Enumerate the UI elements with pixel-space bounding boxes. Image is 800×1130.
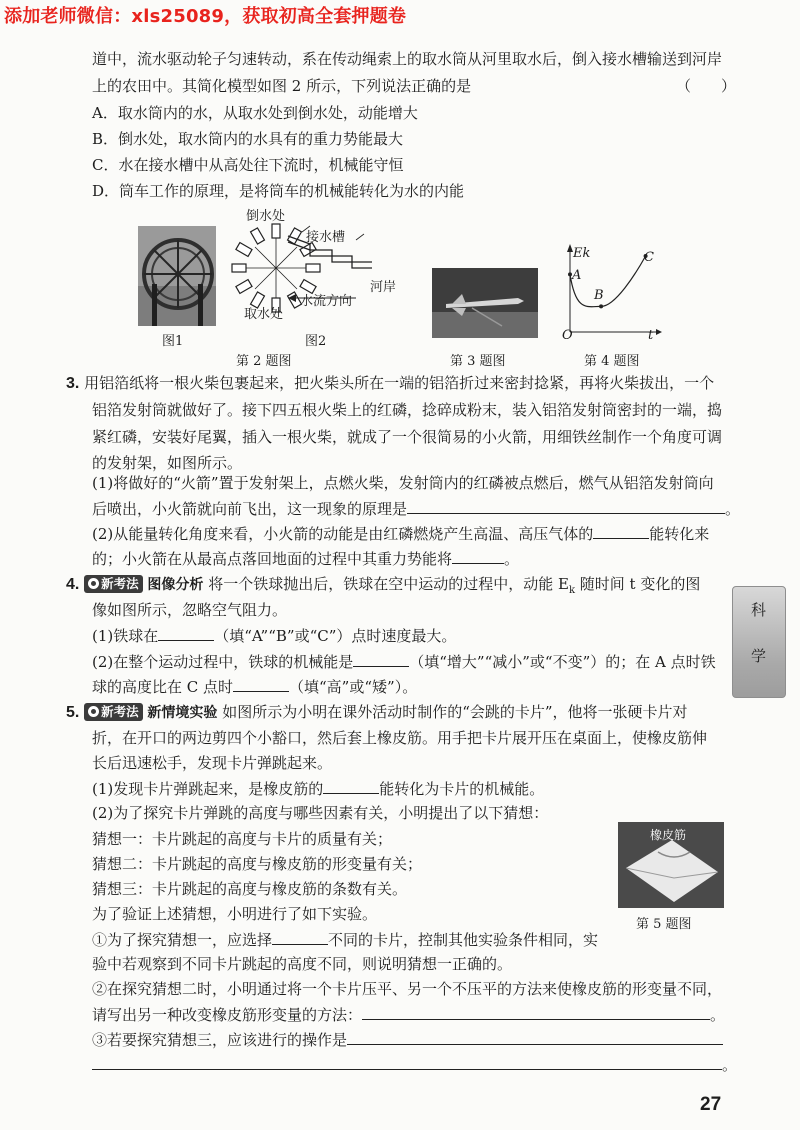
q5-figure-caption: 第 5 题图 <box>636 917 692 932</box>
q4-tag-label: 图像分析 <box>147 577 204 593</box>
q3-line-1-text: 用铝箔纸将一根火柴包裹起来，把火柴头所在一端的铝箔折过来密封捻紧，再将火柴拔出，一个 <box>84 374 715 392</box>
q2-option-c: C．水在接水槽中从高处往下流时，机械能守恒 <box>92 156 404 174</box>
q3-part2-line-1 <box>92 522 709 545</box>
q5-step1-text-a: ①为了探究猜想一，应选择 <box>92 931 273 949</box>
q5-answer-blank-5[interactable] <box>92 1053 722 1070</box>
q4-answer-blank-2[interactable] <box>353 650 409 667</box>
q2-option-d: D．筒车工作的原理，是将筒车的机械能转化为水的内能 <box>92 182 465 200</box>
waterwheel-photo <box>138 226 216 326</box>
q3-answer-blank-1[interactable] <box>407 497 725 514</box>
q4-part1 <box>92 624 456 647</box>
q5-answer-blank-1[interactable] <box>323 777 379 794</box>
q3-number: 3. <box>66 375 80 392</box>
q5-step2-line-1: ②在探究猜想二时，小明通过将一个卡片压平、另一个不压平的方法来使橡皮筋的形变量不同， <box>92 980 723 998</box>
graph-y-axis-label-text: Ek <box>573 246 591 261</box>
graph-x-axis-arrow <box>656 329 662 335</box>
q5-step2-end: 。 <box>710 1006 726 1024</box>
page-number: 27 <box>700 1094 722 1115</box>
bulb-icon <box>88 706 99 717</box>
waterwheel-photo-drawing <box>138 226 216 326</box>
q5-answer-blank-2[interactable] <box>272 928 328 945</box>
rocket-photo <box>432 268 538 338</box>
label-intake-point: 取水处 <box>244 307 284 322</box>
q4-line-1-end: 随时间 t 变化的图 <box>575 575 701 593</box>
q4-line-1 <box>66 573 700 602</box>
label-trough: 接水槽 <box>306 230 346 245</box>
q5-part1 <box>92 777 544 800</box>
q5-step3-line-2 <box>92 1053 737 1076</box>
label-river-bank: 河岸 <box>370 280 397 295</box>
q3-figure-caption: 第 3 题图 <box>450 354 506 369</box>
graph-x-axis-label: t <box>648 328 654 343</box>
graph-point-c-label: C <box>644 250 654 265</box>
q3-part2-text-d: 。 <box>504 550 520 568</box>
q5-line-1 <box>66 701 688 724</box>
q5-step1-line-1 <box>92 928 598 951</box>
graph-origin-label: O <box>562 328 573 343</box>
q4-part3-text-b: （填“高”或“矮”）。 <box>289 678 418 696</box>
q5-line-3: 长后迅速松手，发现卡片弹跳起来。 <box>92 754 333 772</box>
q2-answer-paren: （ ） <box>676 77 737 95</box>
q3-part2-text-a: (2)从能量转化角度来看，小火箭的动能是由红磷燃烧产生高温、高压气体的 <box>92 525 594 543</box>
q3-part2-line-2 <box>92 547 519 570</box>
q5-guess-3: 猜想三：卡片跳起的高度与橡皮筋的条数有关。 <box>92 880 408 898</box>
q4-answer-blank-1[interactable] <box>158 624 214 641</box>
q3-part1-line-1: (1)将做好的“火箭”置于发射架上，点燃火柴，发射筒内的红磷被点燃后，燃气从铝箔发射筒向 <box>92 474 714 492</box>
q5-step1-text-b: 不同的卡片，控制其他实验条件相同，实 <box>328 931 599 949</box>
q4-part3 <box>92 675 417 698</box>
subject-side-tab <box>732 586 786 698</box>
q4-part1-text-a: (1)铁球在 <box>92 627 159 645</box>
q3-line-3: 紧红磷，安装好尾翼，插入一根火柴，就成了一个很简易的小火箭，用细铁丝制作一个角度可调 <box>92 428 723 446</box>
q2-option-b: B．倒水处，取水筒内的水具有的重力势能最大 <box>92 130 404 148</box>
q3-part1-line-2-text: 后喷出，小火箭就向前飞出，这一现象的原理是 <box>92 500 408 518</box>
q2-line-2: 上的农田中。其简化模型如图 2 所示，下列说法正确的是 <box>92 77 472 95</box>
q5-line-1-text: 如图所示为小明在课外活动时制作的“会跳的卡片”，他将一张硬卡片对 <box>222 703 688 721</box>
q4-part2-text-b: （填“增大”“减小”或“不变”）的；在 A 点时铁 <box>409 653 716 671</box>
q3-line-4: 的发射架，如图所示。 <box>92 454 243 472</box>
q5-part1-text-b: 能转化为卡片的机械能。 <box>379 780 545 798</box>
q4-line-2: 像如图所示，忽略空气阻力。 <box>92 601 288 619</box>
q5-part2: (2)为了探究卡片弹跳的高度与哪些因素有关，小明提出了以下猜想： <box>92 804 549 822</box>
label-flow-direction: 水流方向 <box>300 294 353 309</box>
watermark-text: 添加老师微信：xls25089，获取初高全套押题卷 <box>4 6 407 27</box>
q4-line-1-text: 将一个铁球抛出后，铁球在空中运动的过程中，动能 E <box>208 575 569 593</box>
q5-step1-line-2: 验中若观察到不同卡片跳起的高度不同，则说明猜想一正确的。 <box>92 955 513 973</box>
q3-answer-blank-3[interactable] <box>452 547 504 564</box>
q2-figure-caption: 第 2 题图 <box>236 354 292 369</box>
q2-option-a: A．取水筒内的水，从取水处到倒水处，动能增大 <box>92 104 418 122</box>
graph-y-axis-label <box>573 246 590 261</box>
graph-point-b <box>599 304 603 308</box>
q4-number: 4. <box>66 576 80 593</box>
q4-part2-text-a: (2)在整个运动过程中，铁球的机械能是 <box>92 653 354 671</box>
side-tab-char-1: 科 <box>751 601 767 619</box>
q4-part2 <box>92 650 716 673</box>
q5-line-2: 折，在开口的两边剪四个小豁口，然后套上橡皮筋。用手把卡片展开压在桌面上，使橡皮筋伸 <box>92 729 708 747</box>
label-pour-point: 倒水处 <box>246 209 286 224</box>
side-tab-char-2: 学 <box>751 647 767 665</box>
q5-number: 5. <box>66 704 80 721</box>
new-exam-method-badge <box>84 703 143 721</box>
q3-line-2: 铝箔发射筒就做好了。接下四五根火柴上的红磷，捻碎成粉末，装入铝箔发射筒密封的一端，捣 <box>92 401 723 419</box>
q5-answer-blank-4[interactable] <box>347 1028 723 1045</box>
q4-ek-subscript: k <box>568 585 575 596</box>
q4-part3-text-a: 球的高度比在 C 点时 <box>92 678 234 696</box>
rubber-band-label: 橡皮筋 <box>650 828 687 842</box>
q5-answer-blank-3[interactable] <box>362 1003 710 1020</box>
q5-guess-2: 猜想二：卡片跳起的高度与橡皮筋的形变量有关； <box>92 855 423 873</box>
fig2-caption: 图2 <box>305 334 327 349</box>
q5-step2-line-2 <box>92 1003 725 1026</box>
q5-step3-end: 。 <box>722 1056 738 1074</box>
q5-tag-label: 新情境实验 <box>147 705 218 721</box>
q3-line-1 <box>66 372 714 395</box>
q5-guess-1: 猜想一：卡片跳起的高度与卡片的质量有关； <box>92 830 393 848</box>
q4-part1-text-b: （填“A”“B”或“C”）点时速度最大。 <box>214 627 457 645</box>
fig1-caption: 图1 <box>162 334 184 349</box>
q3-part1-line-2-end: 。 <box>725 500 741 518</box>
q4-badge-text: 新考法 <box>101 576 139 591</box>
q5-verify: 为了验证上述猜想，小明进行了如下实验。 <box>92 905 378 923</box>
q5-step2-text-b: 请写出另一种改变橡皮筋形变量的方法： <box>92 1006 363 1024</box>
q5-step3-text: ③若要探究猜想三，应该进行的操作是 <box>92 1031 348 1049</box>
q4-answer-blank-3[interactable] <box>233 675 289 692</box>
new-exam-method-badge <box>84 575 143 593</box>
q4-figure-caption: 第 4 题图 <box>584 354 640 369</box>
q3-answer-blank-2[interactable] <box>593 522 649 539</box>
bulb-icon <box>88 578 99 589</box>
q3-part2-text-b: 能转化来 <box>649 525 710 543</box>
q5-badge-text: 新考法 <box>101 704 139 719</box>
rocket-photo-drawing <box>432 268 538 338</box>
q5-part1-text-a: (1)发现卡片弹跳起来，是橡皮筋的 <box>92 780 324 798</box>
graph-point-b-label: B <box>594 288 604 303</box>
q3-part1-line-2 <box>92 497 740 520</box>
q2-line-1: 道中，流水驱动轮子匀速转动，系在传动绳索上的取水筒从河里取水后，倒入接水槽输送到河岸 <box>92 50 723 68</box>
q5-step3-line-1 <box>92 1028 723 1051</box>
q3-part2-text-c: 的；小火箭在从最高点落回地面的过程中其重力势能将 <box>92 550 453 568</box>
graph-point-a-label: A <box>572 268 582 283</box>
